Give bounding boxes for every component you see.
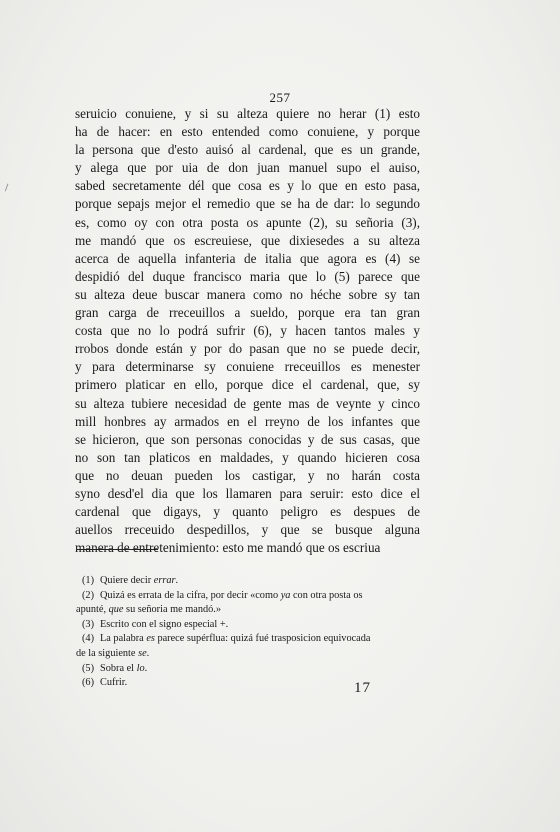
text-line: syno desd'el dia que los llamaren para seruir: esto dice el: [75, 485, 420, 501]
text-line: porque sepajs mejor el remedio que se ha de dar: lo segundo: [75, 196, 420, 212]
text-line: me mandó que os escreuiese, que dixiesedes a su alteza: [75, 232, 420, 248]
body-text: [75, 105, 420, 557]
footnote-italic: que: [108, 604, 124, 616]
footnote-text: Quiere decir: [100, 575, 154, 586]
footnote-text: La palabra: [100, 633, 147, 645]
text-line: acerca de aquella infanteria de italia que agora es (4) se: [75, 250, 420, 266]
text-line: la persona que d'esto auisó al cardenal, que es un grande,: [75, 142, 420, 158]
footnote-text: de la siguiente: [76, 647, 139, 659]
text-line: cardenal que digays, y quanto peligro es despues de: [75, 504, 420, 520]
footnote-line: [76, 647, 422, 662]
page-number: 257: [269, 90, 291, 105]
footnote-text: Cufrir.: [100, 677, 128, 689]
footnote-text: Sobra el: [100, 662, 137, 674]
footnote-line: [76, 603, 422, 618]
footnote-rule: [76, 549, 158, 550]
footnote-line: [76, 574, 422, 589]
text-line: manera de entretenimiento: esto me mandó que os escriua: [75, 540, 381, 556]
footnote-text: apunté,: [76, 604, 109, 616]
text-line: despidió del duque francisco maria que lo (5) parece que: [75, 268, 420, 284]
footnote-text: su señoria me mandó.»: [123, 604, 221, 616]
text-line: sabed secretamente dél que cosa es y lo que en esto pasa,: [75, 178, 420, 194]
footnote-text: .: [146, 647, 150, 659]
text-line: se hicieron, que son personas conocidas y de sus casas, que: [75, 431, 420, 447]
footnote-line: [76, 632, 422, 647]
text-line: costa que no lo podrá sufrir (6), y hacen tantos males y: [75, 323, 420, 339]
footnote-line: [76, 618, 422, 633]
footnotes: [76, 574, 422, 691]
footnote-italic: lo: [136, 662, 145, 674]
footnote-text: .: [175, 575, 179, 586]
text-line: y para determinarse sy conuiene rreceuillos es menester: [75, 359, 420, 375]
footnote-text: Escrito con el signo especial: [100, 618, 220, 630]
footnote-number: (3): [82, 618, 95, 630]
text-line: rrobos donde están y por do pasan que no se puede decir,: [75, 341, 420, 357]
footnote-text: Quizá es errata de la cifra, por decir «como: [100, 589, 281, 601]
text-line: su alteza tubiere necesidad de gente mas de veynte y cinco: [75, 395, 420, 411]
text-line: seruicio conuiene, y si su alteza quiere no herar (1) esto: [75, 106, 420, 121]
signature-mark: 17: [354, 680, 371, 696]
text-line: y alega que por uia de don juan manuel supo el auiso,: [75, 160, 420, 176]
footnote-text: parece supérflua: quizá fué trasposicion equivocada: [154, 633, 371, 645]
footnote-italic: errar: [153, 575, 176, 586]
footnote-line: [76, 662, 422, 677]
footnote-number: (5): [82, 662, 95, 674]
footnote-number: (1): [82, 575, 95, 586]
text-line: ha de hacer: en esto entended como conuiene, y porque: [75, 124, 420, 140]
footnote-italic: es: [146, 633, 155, 645]
text-line: gran carga de rreceuillos a sueldo, porque era tan gran: [75, 305, 420, 321]
footnote-number: (2): [82, 589, 95, 601]
text-line: no son tan platicos en maldades, y quando hicieren cosa: [75, 449, 420, 465]
text-line: mill honbres ay armados en el rreyno de los infantes que: [75, 413, 420, 429]
text-line: es, como oy con otra posta os apunte (2), su señoria (3),: [75, 214, 420, 230]
text-line: primero platicar en ello, porque dice el cardenal, que, sy: [75, 377, 420, 393]
margin-mark: [5, 184, 11, 193]
text-line: que no deuan pueden los castigar, y no harán costa: [75, 467, 420, 483]
footnote-number: (4): [82, 633, 95, 645]
text-line: su alteza deue buscar manera como no héche sobre sy tan: [75, 286, 420, 302]
footnote-text: .: [144, 662, 148, 674]
footnote-line: [76, 589, 422, 604]
footnote-text: +.: [219, 618, 229, 630]
footnote-text: con otra posta os: [290, 589, 363, 601]
footnote-italic: ya: [280, 589, 291, 601]
text-line: auellos rreceuido despedillos, y que se busque alguna: [75, 522, 420, 538]
footnote-italic: se: [138, 647, 147, 659]
footnote-number: (6): [82, 677, 95, 689]
